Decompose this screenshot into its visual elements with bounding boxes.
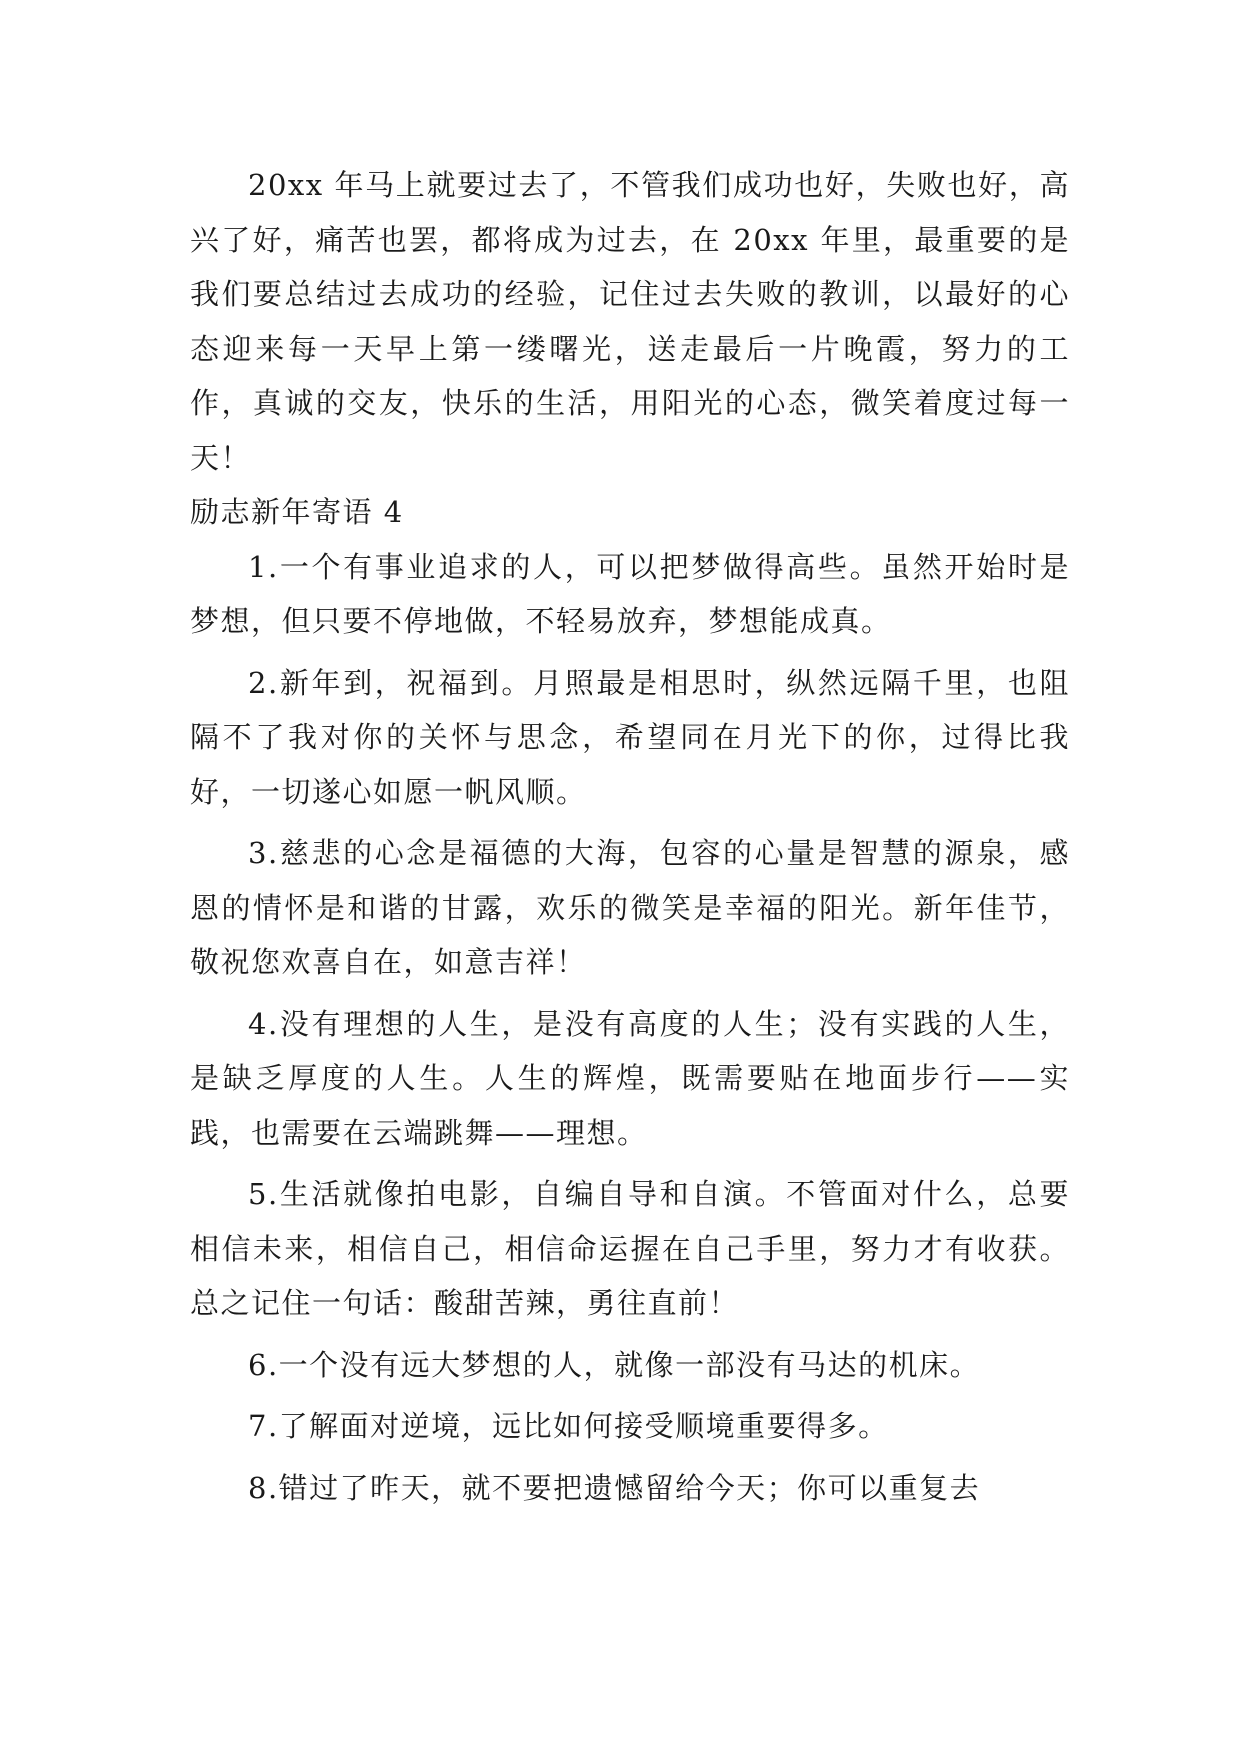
list-item: 8.错过了昨天，就不要把遗憾留给今天；你可以重复去: [248, 1470, 981, 1505]
list-item: 5.生活就像拍电影，自编自导和自演。不管面对什么，总要相信未来，相信自己，相信命运握在自己手里，努力才有收获。总之记住一句话：酸甜苦辣，勇往直前！: [190, 1177, 1070, 1320]
list-item: 2.新年到，祝福到。月照最是相思时，纵然远隔千里，也阻隔不了我对你的关怀与思念，希望同在月光下的你，过得比我好，一切遂心如愿一帆风顺。: [190, 665, 1070, 809]
list-item: 3.慈悲的心念是福德的大海，包容的心量是智慧的源泉，感恩的情怀是和谐的甘露，欢乐的微笑是幸福的阳光。新年佳节，敬祝您欢喜自在，如意吉祥！: [190, 836, 1070, 979]
document-body: [190, 158, 1070, 1522]
intro-paragraph: 20xx 年马上就要过去了，不管我们成功也好，失败也好，高兴了好，痛苦也罢，都将成为过去，在 20xx 年里，最重要的是我们要总结过去成功的经验，记住过去失败的教训，以最好的心态迎来每一天早上第一缕曙光，送走最后一片晚霞，努力的工作，真诚的交友，快乐的生活，用阳光的心态，微笑着度过每一天！: [190, 168, 1070, 475]
list-item: 6.一个没有远大梦想的人，就像一部没有马达的机床。: [248, 1347, 981, 1382]
section-heading: 励志新年寄语 4: [190, 495, 404, 529]
list-item: 1.一个有事业追求的人，可以把梦做得高些。虽然开始时是梦想，但只要不停地做，不轻易放弃，梦想能成真。: [190, 549, 1070, 638]
list-item: 7.了解面对逆境，远比如何接受顺境重要得多。: [248, 1409, 889, 1443]
list-item: 4.没有理想的人生，是没有高度的人生；没有实践的人生，是缺乏厚度的人生。人生的辉煌，既需要贴在地面步行——实践，也需要在云端跳舞——理想。: [190, 1006, 1070, 1150]
